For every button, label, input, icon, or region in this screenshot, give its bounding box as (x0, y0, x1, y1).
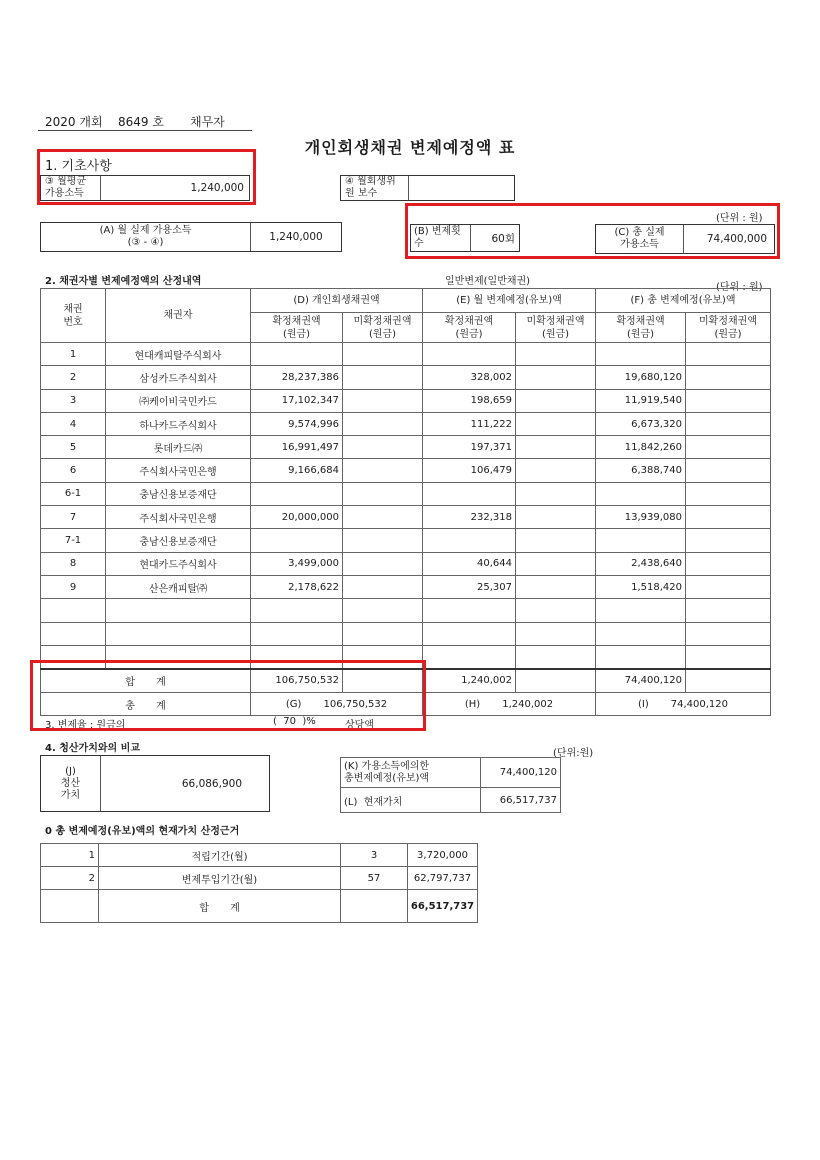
col-header-e: (E) 월 변제예정(유보)액 (423, 289, 596, 313)
cell-e-confirmed (423, 343, 516, 366)
blank-cell (516, 622, 596, 645)
col-header-f-unconfirmed (686, 313, 771, 343)
cell-creditor-name: 현대카드주식회사 (106, 552, 251, 575)
principal-label: (원금) (541, 328, 570, 340)
repayment-rate-value: ( 70 )% (273, 716, 316, 727)
cell-creditor-number: 1 (41, 343, 106, 366)
subtotal-f-confirmed: 74,400,120 (596, 669, 686, 693)
repayment-rate-label: 3. 변제율 : 원금의 (45, 720, 126, 731)
total-income-box (595, 224, 775, 254)
creditor-table (40, 288, 771, 716)
blank-cell (343, 599, 423, 622)
case-year: 2020 개회 (45, 115, 103, 129)
actual-income-box (40, 222, 342, 252)
cell-e-confirmed: 232,318 (423, 506, 516, 529)
blank-cell (343, 622, 423, 645)
basis-row-amount: 3,720,000 (408, 844, 478, 867)
cell-f-confirmed (596, 482, 686, 505)
blank-cell (596, 599, 686, 622)
creditor-row (41, 575, 771, 598)
cell-creditor-number: 7 (41, 506, 106, 529)
cell-d-confirmed (251, 482, 343, 505)
unconfirmed-label: 미확정채권액 (699, 315, 757, 327)
cell-e-unconfirmed (516, 412, 596, 435)
k-value: 74,400,120 (481, 758, 561, 788)
cell-d-confirmed (251, 343, 343, 366)
confirmed-label: 확정채권액 (444, 315, 494, 327)
monthly-income-label (41, 176, 101, 200)
cell-d-unconfirmed (343, 412, 423, 435)
cell-e-unconfirmed (516, 552, 596, 575)
total-income-value: 74,400,000 (706, 233, 767, 245)
section5-heading: 0 총 변제예정(유보)액의 현재가치 산정근거 (45, 826, 240, 837)
cell-e-confirmed: 40,644 (423, 552, 516, 575)
cell-f-unconfirmed (686, 552, 771, 575)
cell-d-confirmed: 2,178,622 (251, 575, 343, 598)
cell-creditor-number: 9 (41, 575, 106, 598)
cell-e-confirmed (423, 529, 516, 552)
grand-total-h-label: (H) (464, 698, 481, 710)
actual-income-label-line1: (A) 월 실제 가용소득 (99, 225, 192, 236)
liquidation-value-box (40, 755, 270, 812)
grand-total-label: 총 계 (41, 693, 251, 716)
repayment-count-label-text: (B) 변제횟수 (414, 226, 461, 249)
blank-cell (41, 599, 106, 622)
principal-label: (원금) (626, 328, 655, 340)
cell-f-unconfirmed (686, 575, 771, 598)
blank-cell (423, 645, 516, 668)
l-row (341, 788, 561, 813)
subtotal-d-confirmed: 106,750,532 (251, 669, 343, 693)
cell-creditor-name: 충남신용보증재단 (106, 482, 251, 505)
blank-row (41, 599, 771, 622)
cell-d-unconfirmed (343, 436, 423, 459)
section2-unit: (단위 : 원) (716, 282, 763, 293)
k-row (341, 758, 561, 788)
cell-d-confirmed: 9,574,996 (251, 412, 343, 435)
actual-income-label (41, 223, 251, 251)
monthly-income-box (40, 175, 250, 201)
creditor-row (41, 552, 771, 575)
subtotal-f-unconfirmed (686, 669, 771, 693)
cell-d-confirmed: 28,237,386 (251, 366, 343, 389)
cell-creditor-name: 롯데카드㈜ (106, 436, 251, 459)
cell-e-unconfirmed (516, 575, 596, 598)
grand-total-i (596, 693, 771, 716)
case-header (38, 111, 252, 131)
repayment-count-value: 60회 (491, 232, 515, 245)
cell-e-unconfirmed (516, 482, 596, 505)
monthly-income-label-line1: ③ 월평균 (45, 176, 87, 187)
liquidation-label-line2: 청산 (60, 777, 81, 789)
cell-d-confirmed: 9,166,684 (251, 459, 343, 482)
cell-creditor-number: 6-1 (41, 482, 106, 505)
section2-subheading: 일반변제(일반채권) (445, 276, 531, 287)
section1-unit: (단위 : 원) (716, 213, 763, 224)
basis-row-number: 1 (41, 844, 99, 867)
cell-creditor-name: 산은캐피탈㈜ (106, 575, 251, 598)
principal-label: (원금) (368, 328, 397, 340)
grand-total-g-value: 106,750,532 (323, 698, 388, 710)
blank-cell (251, 645, 343, 668)
cell-f-unconfirmed (686, 436, 771, 459)
cell-d-confirmed: 16,991,497 (251, 436, 343, 459)
col-header-f-confirmed (596, 313, 686, 343)
document-title: 개인회생채권 변제예정액 표 (304, 138, 516, 157)
col-header-d: (D) 개인회생채권액 (251, 289, 423, 313)
subtotal-row (41, 669, 771, 693)
grand-total-h (423, 693, 596, 716)
cell-e-unconfirmed (516, 459, 596, 482)
grand-total-g-label: (G) (285, 698, 302, 710)
total-income-label-line2: 가용소득 (620, 239, 659, 250)
confirmed-label: 확정채권액 (616, 315, 665, 327)
cell-f-confirmed: 11,842,260 (596, 436, 686, 459)
cell-f-unconfirmed (686, 389, 771, 412)
cell-f-confirmed: 11,919,540 (596, 389, 686, 412)
liquidation-label-line3: 가치 (60, 789, 81, 801)
k-label-line1: (K) 가용소득에의한 (344, 760, 430, 772)
cell-e-unconfirmed (516, 529, 596, 552)
cell-d-confirmed (251, 529, 343, 552)
blank-cell (106, 645, 251, 668)
creditor-rows (41, 343, 771, 669)
cell-e-unconfirmed (516, 506, 596, 529)
basis-row-amount: 62,797,737 (408, 867, 478, 890)
cell-f-confirmed: 19,680,120 (596, 366, 686, 389)
cell-creditor-name: ㈜케이비국민카드 (106, 389, 251, 412)
cell-f-confirmed (596, 529, 686, 552)
cell-d-confirmed: 20,000,000 (251, 506, 343, 529)
col-header-e-confirmed (423, 313, 516, 343)
blank-cell (686, 645, 771, 668)
cell-creditor-number: 8 (41, 552, 106, 575)
cell-creditor-number: 6 (41, 459, 106, 482)
section1-heading: 1. 기초사항 (45, 159, 112, 174)
cell-d-confirmed: 17,102,347 (251, 389, 343, 412)
trustee-fee-label (341, 176, 409, 200)
case-number: 8649 호 (118, 115, 164, 129)
blank-row (41, 622, 771, 645)
cell-e-unconfirmed (516, 366, 596, 389)
col-header-number-line1: 채권 (63, 303, 83, 315)
creditor-row (41, 366, 771, 389)
trustee-fee-value (409, 176, 514, 200)
actual-income-value: 1,240,000 (269, 231, 323, 243)
blank-cell (423, 622, 516, 645)
blank-cell (106, 599, 251, 622)
present-value-basis-table (40, 843, 478, 923)
blank-cell (516, 599, 596, 622)
total-income-label-line1: (C) 총 실제 (614, 227, 665, 238)
cell-e-confirmed (423, 482, 516, 505)
cell-f-confirmed (596, 343, 686, 366)
basis-row-months: 57 (341, 867, 408, 890)
creditor-row (41, 482, 771, 505)
cell-f-unconfirmed (686, 506, 771, 529)
present-value-table (340, 757, 561, 813)
blank-cell (423, 599, 516, 622)
unconfirmed-label: 미확정채권액 (526, 315, 585, 327)
cell-d-unconfirmed (343, 482, 423, 505)
blank-cell (516, 645, 596, 668)
cell-e-unconfirmed (516, 436, 596, 459)
cell-creditor-name: 충남신용보증재단 (106, 529, 251, 552)
col-header-creditor: 채권자 (106, 289, 251, 343)
cell-creditor-name: 하나카드주식회사 (106, 412, 251, 435)
cell-e-unconfirmed (516, 343, 596, 366)
subtotal-d-unconfirmed (343, 669, 423, 693)
cell-d-unconfirmed (343, 343, 423, 366)
monthly-income-label-line2: 가용소득 (45, 188, 84, 199)
cell-e-confirmed: 197,371 (423, 436, 516, 459)
cell-creditor-name: 주식회사국민은행 (106, 506, 251, 529)
blank-cell (41, 645, 106, 668)
cell-creditor-name: 현대캐피탈주식회사 (106, 343, 251, 366)
cell-f-unconfirmed (686, 343, 771, 366)
cell-f-unconfirmed (686, 529, 771, 552)
cell-f-unconfirmed (686, 366, 771, 389)
repayment-count-label (411, 225, 471, 251)
cell-f-confirmed: 2,438,640 (596, 552, 686, 575)
trustee-fee-label-line2: 원 보수 (345, 188, 378, 199)
basis-total-amount: 66,517,737 (408, 890, 478, 923)
blank-cell (686, 599, 771, 622)
cell-creditor-name: 주식회사국민은행 (106, 459, 251, 482)
cell-d-unconfirmed (343, 459, 423, 482)
l-label: (L) 현재가치 (341, 788, 481, 813)
blank-cell (41, 622, 106, 645)
cell-e-confirmed: 111,222 (423, 412, 516, 435)
creditor-row (41, 529, 771, 552)
creditor-row (41, 459, 771, 482)
creditor-row (41, 343, 771, 366)
col-header-e-unconfirmed (516, 313, 596, 343)
k-label (341, 758, 481, 788)
cell-e-confirmed: 25,307 (423, 575, 516, 598)
principal-label: (원금) (714, 328, 742, 340)
col-header-number (41, 289, 106, 343)
liquidation-label-line1: (J) (65, 765, 76, 777)
cell-e-confirmed: 198,659 (423, 389, 516, 412)
grand-total-i-value: 74,400,120 (670, 698, 729, 710)
cell-creditor-number: 7-1 (41, 529, 106, 552)
basis-total-months (341, 890, 408, 923)
liquidation-value: 66,086,900 (181, 777, 242, 790)
cell-d-unconfirmed (343, 506, 423, 529)
cell-creditor-number: 3 (41, 389, 106, 412)
unconfirmed-label: 미확정채권액 (353, 315, 412, 327)
cell-f-confirmed: 13,939,080 (596, 506, 686, 529)
trustee-fee-box (340, 175, 515, 201)
actual-income-label-line2: (③ - ④) (127, 237, 164, 248)
section4-unit: (단위:원) (553, 748, 594, 759)
blank-cell (596, 622, 686, 645)
repayment-count-box (410, 224, 520, 252)
debtor-label: 채무자 (190, 115, 225, 129)
creditor-row (41, 389, 771, 412)
cell-d-unconfirmed (343, 366, 423, 389)
cell-f-confirmed: 6,673,320 (596, 412, 686, 435)
grand-total-row (41, 693, 771, 716)
grand-total-i-label: (I) (637, 698, 649, 710)
repayment-rate-suffix: 상당액 (345, 720, 374, 731)
cell-d-unconfirmed (343, 529, 423, 552)
principal-label: (원금) (455, 328, 483, 340)
blank-cell (686, 622, 771, 645)
blank-cell (106, 622, 251, 645)
creditor-row (41, 436, 771, 459)
grand-total-g (251, 693, 423, 716)
cell-f-unconfirmed (686, 412, 771, 435)
cell-d-unconfirmed (343, 575, 423, 598)
basis-row-label: 적립기간(월) (99, 844, 341, 867)
basis-row-months: 3 (341, 844, 408, 867)
monthly-income-value: 1,240,000 (190, 182, 244, 194)
cell-e-confirmed: 106,479 (423, 459, 516, 482)
cell-d-unconfirmed (343, 552, 423, 575)
l-value: 66,517,737 (481, 788, 561, 813)
basis-row (41, 844, 478, 867)
cell-f-unconfirmed (686, 482, 771, 505)
col-header-d-unconfirmed (343, 313, 423, 343)
blank-cell (251, 599, 343, 622)
cell-creditor-number: 5 (41, 436, 106, 459)
basis-row (41, 867, 478, 890)
trustee-fee-label-line1: ④ 월회생위 (345, 176, 396, 187)
col-header-d-confirmed (251, 313, 343, 343)
basis-row-number: 2 (41, 867, 99, 890)
k-label-line2: 총변제예정(유보)액 (344, 772, 430, 784)
cell-d-confirmed: 3,499,000 (251, 552, 343, 575)
cell-creditor-number: 2 (41, 366, 106, 389)
subtotal-label: 합 계 (41, 669, 251, 693)
cell-d-unconfirmed (343, 389, 423, 412)
cell-creditor-number: 4 (41, 412, 106, 435)
cell-e-unconfirmed (516, 389, 596, 412)
cell-creditor-name: 삼성카드주식회사 (106, 366, 251, 389)
subtotal-e-confirmed: 1,240,002 (423, 669, 516, 693)
creditor-row (41, 412, 771, 435)
cell-f-confirmed: 1,518,420 (596, 575, 686, 598)
section2-heading: 2. 채권자별 변제예정액의 산정내역 (45, 276, 202, 287)
basis-total-row (41, 890, 478, 923)
confirmed-label: 확정채권액 (272, 315, 321, 327)
cell-f-confirmed: 6,388,740 (596, 459, 686, 482)
basis-total-label: 합 계 (99, 890, 341, 923)
col-header-f: (F) 총 변제예정(유보)액 (596, 289, 771, 313)
col-header-number-line2: 번호 (63, 316, 83, 328)
basis-row-label: 변제투입기간(월) (99, 867, 341, 890)
blank-cell (251, 622, 343, 645)
grand-total-h-value: 1,240,002 (502, 698, 554, 710)
cell-e-confirmed: 328,002 (423, 366, 516, 389)
principal-label: (원금) (282, 328, 311, 340)
basis-total-number (41, 890, 99, 923)
subtotal-e-unconfirmed (516, 669, 596, 693)
blank-cell (596, 645, 686, 668)
creditor-row (41, 506, 771, 529)
total-income-label (596, 225, 684, 253)
liquidation-value-label (41, 756, 101, 811)
cell-f-unconfirmed (686, 459, 771, 482)
blank-row (41, 645, 771, 668)
blank-cell (343, 645, 423, 668)
section4-heading: 4. 청산가치와의 비교 (45, 743, 140, 754)
